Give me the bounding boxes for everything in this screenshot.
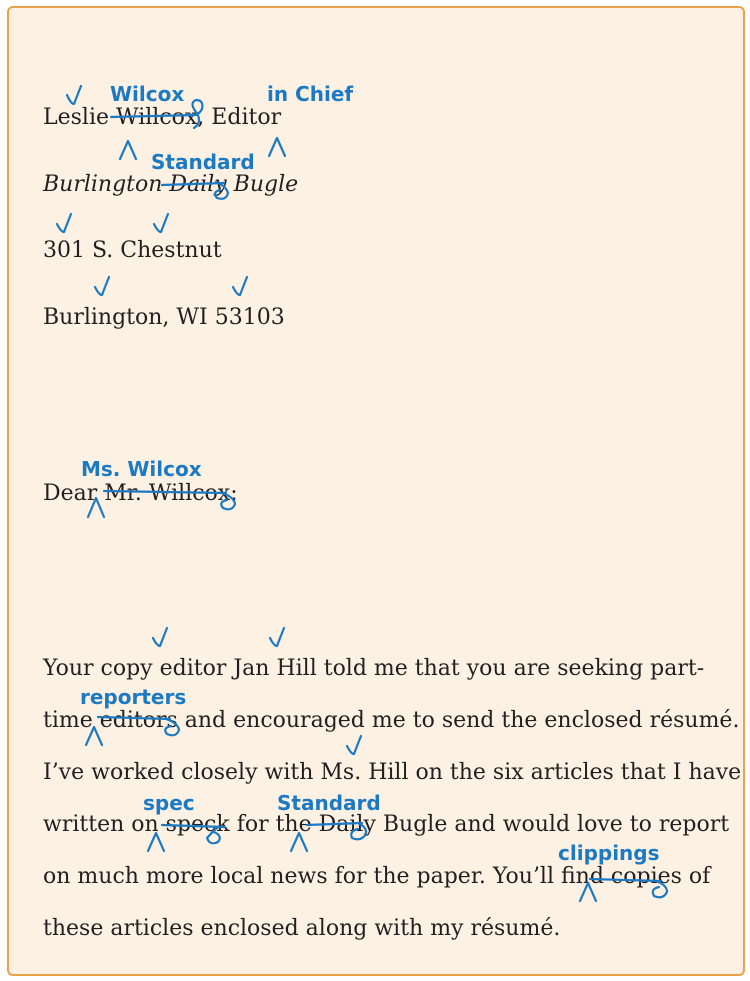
salutation: Dear Mr. Willcox: [43,481,238,506]
correction-reporters: reporters [80,685,187,709]
address-line-4: Burlington, WI 53103 [43,305,285,330]
correction-in-chief: in Chief [267,82,354,106]
correction-wilcox: Wilcox [110,82,185,106]
correction-standard-body: Standard [277,791,381,815]
correction-clippings: clippings [558,841,660,865]
correction-spec: spec [143,791,195,815]
body-line-3: I’ve worked closely with Ms. Hill on the six articles that I have [43,760,742,785]
correction-ms-wilcox: Ms. Wilcox [81,457,202,481]
address-line-3: 301 S. Chestnut [43,238,222,263]
body-line-1: Your copy editor Jan Hill told me that you are seeking part- [43,656,705,681]
body-line-4: written on speck for the Daily Bugle and would love to report [43,812,730,837]
body-line-5: on much more local news for the paper. You’ll find copies of [43,864,711,889]
address-line-2: Burlington Daily Bugle [43,172,299,197]
correction-standard-address: Standard [151,150,255,174]
body-line-2: time editors and encouraged me to send the enclosed résumé. [43,708,740,733]
address-line-1: Leslie Willcox, Editor [43,105,282,130]
body-line-6: these articles enclosed along with my résumé. [43,916,561,941]
